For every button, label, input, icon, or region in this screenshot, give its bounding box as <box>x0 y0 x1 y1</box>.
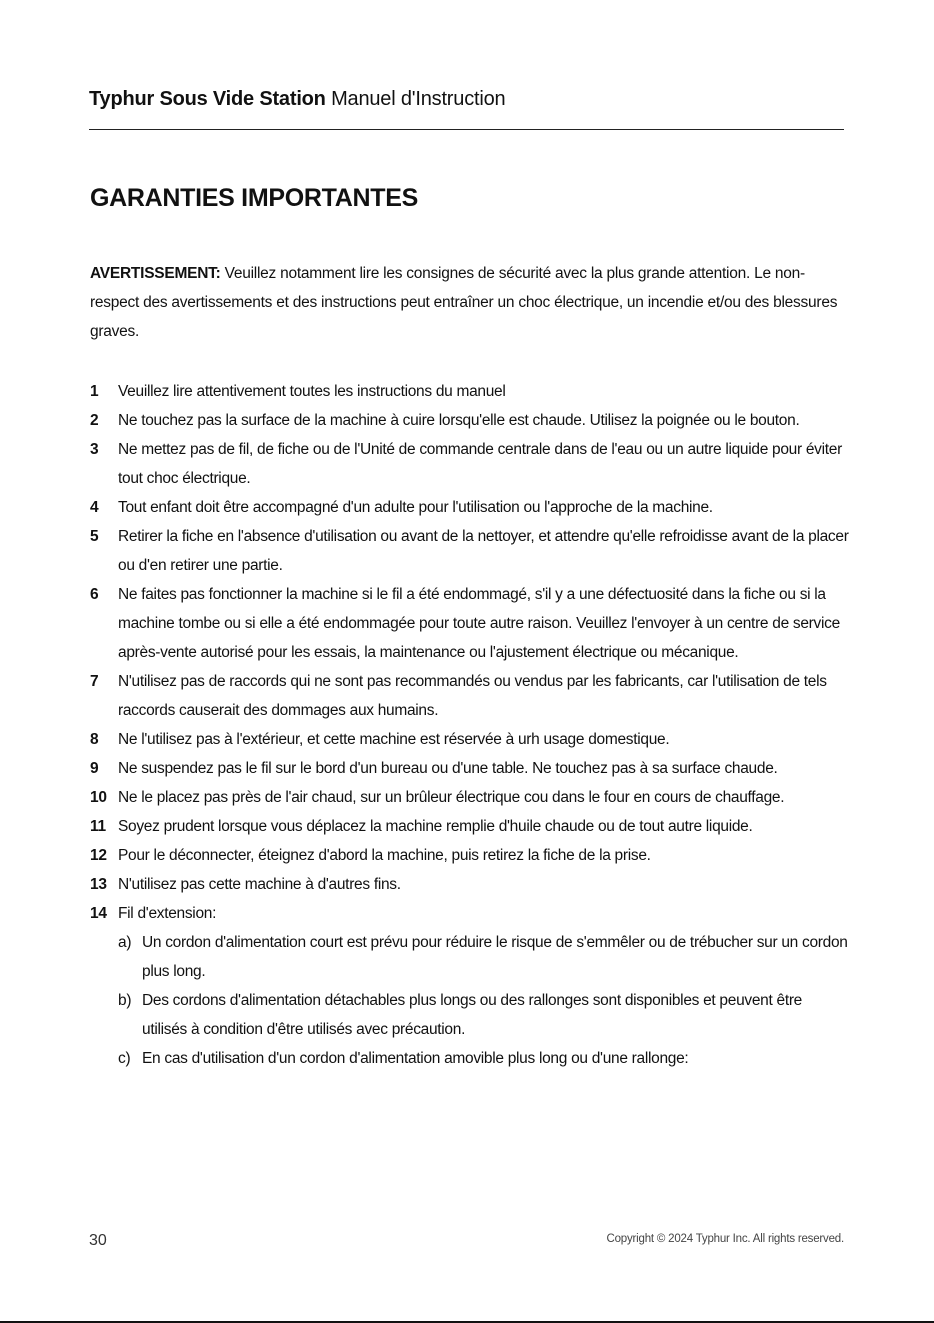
sublist-item <box>118 928 850 986</box>
item-text: Veuillez lire attentivement toutes les instructions du manuel <box>118 383 506 400</box>
page-header <box>89 88 844 111</box>
item-number: 9 <box>90 760 99 777</box>
item-number: 8 <box>90 731 99 748</box>
safety-list <box>90 377 850 1073</box>
item-text: Pour le déconnecter, éteignez d'abord la machine, puis retirez la fiche de la prise. <box>118 847 651 864</box>
list-item <box>90 783 850 812</box>
warning-label: AVERTISSEMENT: <box>90 265 221 282</box>
list-item <box>90 667 850 725</box>
item-number: 1 <box>90 383 99 400</box>
extension-cord-sublist-container <box>90 928 850 1073</box>
item-number: 10 <box>90 789 107 806</box>
item-number: 4 <box>90 499 99 516</box>
item-text: Tout enfant doit être accompagné d'un adulte pour l'utilisation ou l'approche de la machine. <box>118 499 713 516</box>
copyright-notice: Copyright © 2024 Typhur Inc. All rights reserved. <box>606 1233 844 1245</box>
header-subtitle: Manuel d'Instruction <box>331 88 506 110</box>
list-item <box>90 377 850 406</box>
item-text: N'utilisez pas de raccords qui ne sont pas recommandés ou vendus par les fabricants, car l'utilisation de tels raccords causerait des dommages aux humains. <box>118 673 827 719</box>
item-number: 2 <box>90 412 99 429</box>
item-number: 11 <box>90 818 106 835</box>
item-text: Ne le placez pas près de l'air chaud, sur un brûleur électrique cou dans le four en cours de chauffage. <box>118 789 785 806</box>
list-item <box>90 493 850 522</box>
item-number: 7 <box>90 673 99 690</box>
item-number: 12 <box>90 847 107 864</box>
item-number: 3 <box>90 441 99 458</box>
header-brand: Typhur Sous Vide Station <box>89 88 326 110</box>
item-text: Ne l'utilisez pas à l'extérieur, et cette machine est réservée à urh usage domestique. <box>118 731 670 748</box>
extension-cord-sublist <box>90 928 850 1073</box>
sub-item-letter: a) <box>118 934 132 951</box>
item-text: Ne touchez pas la surface de la machine à cuire lorsqu'elle est chaude. Utilisez la poignée ou le bouton. <box>118 412 800 429</box>
list-item <box>90 812 850 841</box>
item-number: 14 <box>90 905 107 922</box>
list-item <box>90 725 850 754</box>
list-item <box>90 899 850 928</box>
list-item <box>90 841 850 870</box>
sub-item-text: Un cordon d'alimentation court est prévu pour réduire le risque de s'emmêler ou de trébucher sur un cordon plus long. <box>142 934 848 980</box>
list-item <box>90 580 850 667</box>
list-item <box>90 870 850 899</box>
warning-paragraph <box>90 259 850 346</box>
item-text: N'utilisez pas cette machine à d'autres fins. <box>118 876 401 893</box>
sub-item-text: Des cordons d'alimentation détachables plus longs ou des rallonges sont disponibles et peuvent être utilisés à condition d'être utilisés avec précaution. <box>142 992 803 1038</box>
list-item <box>90 435 850 493</box>
item-number: 5 <box>90 528 99 545</box>
item-text: Soyez prudent lorsque vous déplacez la machine remplie d'huile chaude ou de tout autre liquide. <box>118 818 753 835</box>
warning-text: Veuillez notamment lire les consignes de sécurité avec la plus grande attention. Le non-respect des avertissements et des instructions peut entraîner un choc électrique, un incendie et/ou des blessures graves. <box>90 265 838 340</box>
item-text: Retirer la fiche en l'absence d'utilisation ou avant de la nettoyer, et attendre qu'elle refroidisse avant de la placer ou d'en retirer une partie. <box>118 528 849 574</box>
item-text: Ne suspendez pas le fil sur le bord d'un bureau ou d'une table. Ne touchez pas à sa surface chaude. <box>118 760 778 777</box>
item-number: 13 <box>90 876 107 893</box>
page-number: 30 <box>89 1232 107 1249</box>
list-item <box>90 754 850 783</box>
header-divider <box>89 129 844 130</box>
list-item <box>90 522 850 580</box>
section-title: GARANTIES IMPORTANTES <box>90 184 418 212</box>
sub-item-text: En cas d'utilisation d'un cordon d'alimentation amovible plus long ou d'une rallonge: <box>142 1050 689 1067</box>
list-item <box>90 406 850 435</box>
sublist-item <box>118 1044 850 1073</box>
sub-item-letter: c) <box>118 1050 131 1067</box>
item-text: Ne mettez pas de fil, de fiche ou de l'Unité de commande centrale dans de l'eau ou un autre liquide pour éviter tout choc électrique. <box>118 441 842 487</box>
sublist-item <box>118 986 850 1044</box>
sub-item-letter: b) <box>118 992 132 1009</box>
item-text: Ne faites pas fonctionner la machine si le fil a été endommagé, s'il y a une défectuosité dans la fiche ou si la machine tombe ou si elle a été endommagée pour toute autre raison. Veuillez l'envoyer à un centre de service après-vente autorisé pour les essais, la maintenance ou l'ajustement électrique ou mécanique. <box>118 586 840 661</box>
item-text: Fil d'extension: <box>118 905 217 922</box>
item-number: 6 <box>90 586 99 603</box>
